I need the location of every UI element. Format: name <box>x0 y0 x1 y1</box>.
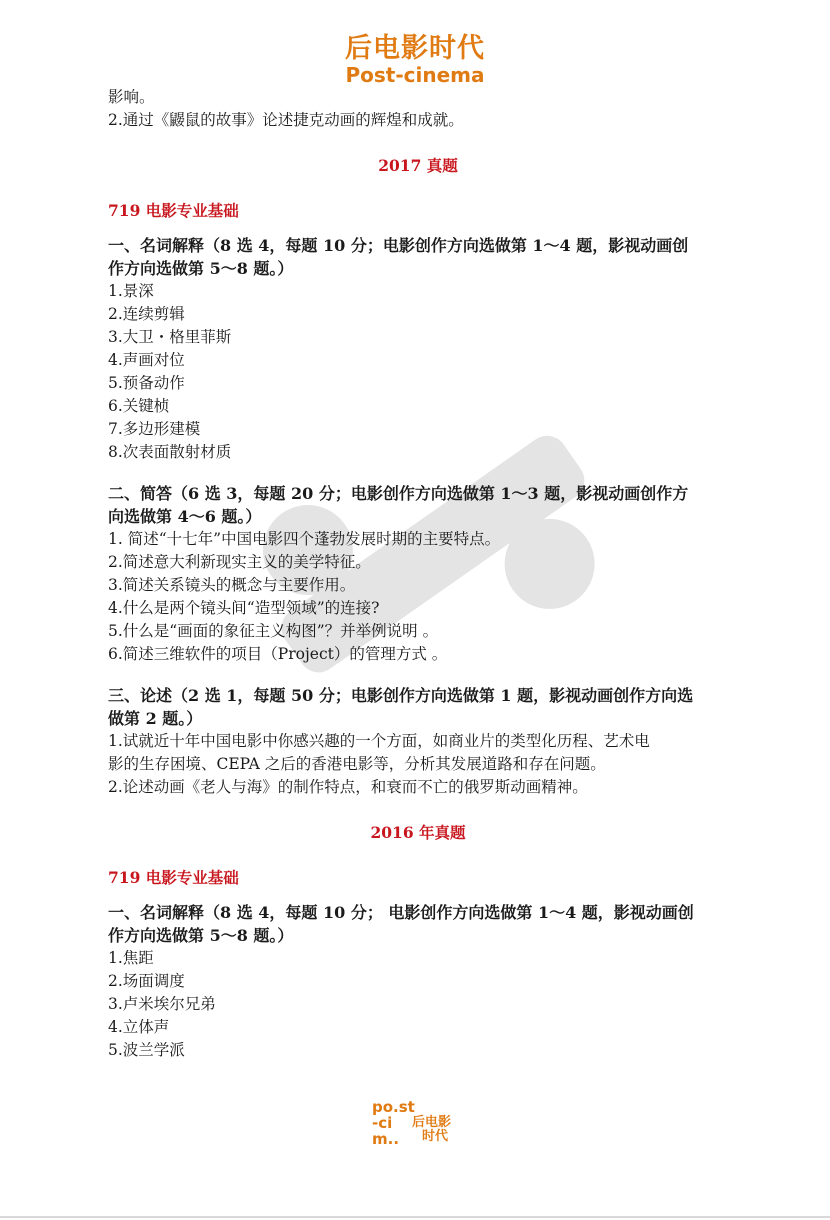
list-item: 3.卢米埃尔兄弟 <box>108 995 216 1013</box>
intro-line: 2.通过《鼹鼠的故事》论述捷克动画的辉煌和成就。 <box>108 111 464 129</box>
course-title: 719 电影专业基础 <box>108 201 239 220</box>
list-item: 8.次表面散射材质 <box>108 443 232 461</box>
list-item: 4.声画对位 <box>108 351 185 369</box>
svg-text:-ci: -ci <box>372 1114 393 1132</box>
svg-text:后电影: 后电影 <box>412 1115 452 1130</box>
list-item: 2.简述意大利新现实主义的美学特征。 <box>108 553 371 571</box>
list-item: 1.景深 <box>108 282 154 300</box>
question-heading: 一、名词解释（8 选 4，每题 10 分；电影创作方向选做第 1～4 题，影视动画创 作方向选做第 5～8 题。） <box>108 236 689 278</box>
intro-line: 影响。 <box>108 88 155 106</box>
list-item: 6.关键桢 <box>108 397 170 415</box>
list-item: 1.焦距 <box>108 949 154 967</box>
section-title-2017: 2017 真题 <box>378 156 458 175</box>
list-item: 1.试就近十年中国电影中你感兴趣的一个方面，如商业片的类型化历程、艺术电 <box>108 732 650 750</box>
logo-chinese: 后电影时代 <box>345 33 485 64</box>
list-item: 4.什么是两个镜头间“造型领域”的连接? <box>108 599 380 617</box>
question-heading: 一、名词解释（8 选 4，每题 10 分； 电影创作方向选做第 1～4 题，影视动画创 作方向选做第 5～8 题。） <box>108 903 694 945</box>
list-item: 5.波兰学派 <box>108 1041 185 1059</box>
list-item: 5.预备动作 <box>108 374 185 392</box>
page-bottom-rule <box>0 1216 830 1218</box>
list-item: 3.简述关系镜头的概念与主要作用。 <box>108 576 356 594</box>
list-item: 4.立体声 <box>108 1018 170 1036</box>
header-logo <box>0 34 830 86</box>
question-heading: 二、简答（6 选 3，每题 20 分；电影创作方向选做第 1～3 题，影视动画创作方 向选做第 4～6 题。） <box>108 484 689 526</box>
list-item: 影的生存困境、CEPA 之后的香港电影等，分析其发展道路和存在问题。 <box>108 755 606 773</box>
svg-text:m..: m.. <box>372 1130 400 1146</box>
section-title-2016: 2016 年真题 <box>370 823 466 842</box>
list-item: 7.多边形建模 <box>108 420 201 438</box>
svg-text:时代: 时代 <box>422 1129 449 1144</box>
svg-text:po.st: po.st <box>372 1098 415 1116</box>
footer-logo <box>370 1098 470 1146</box>
list-item: 2.论述动画《老人与海》的制作特点，和衰而不亡的俄罗斯动画精神。 <box>108 778 588 796</box>
list-item: 1. 简述“十七年”中国电影四个蓬勃发展时期的主要特点。 <box>108 530 501 548</box>
list-item: 2.连续剪辑 <box>108 305 185 323</box>
list-item: 5.什么是“画面的象征主义构图”？并举例说明 。 <box>108 622 439 640</box>
document-body <box>108 86 728 1062</box>
question-heading: 三、论述（2 选 1，每题 50 分；电影创作方向选做第 1 题，影视动画创作方向选 做第 2 题。） <box>108 686 694 728</box>
course-title: 719 电影专业基础 <box>108 868 239 887</box>
list-item: 6.简述三维软件的项目（Project）的管理方式 。 <box>108 645 448 663</box>
logo-english: Post-cinema <box>345 63 485 87</box>
list-item: 2.场面调度 <box>108 972 185 990</box>
list-item: 3.大卫・格里菲斯 <box>108 328 232 346</box>
